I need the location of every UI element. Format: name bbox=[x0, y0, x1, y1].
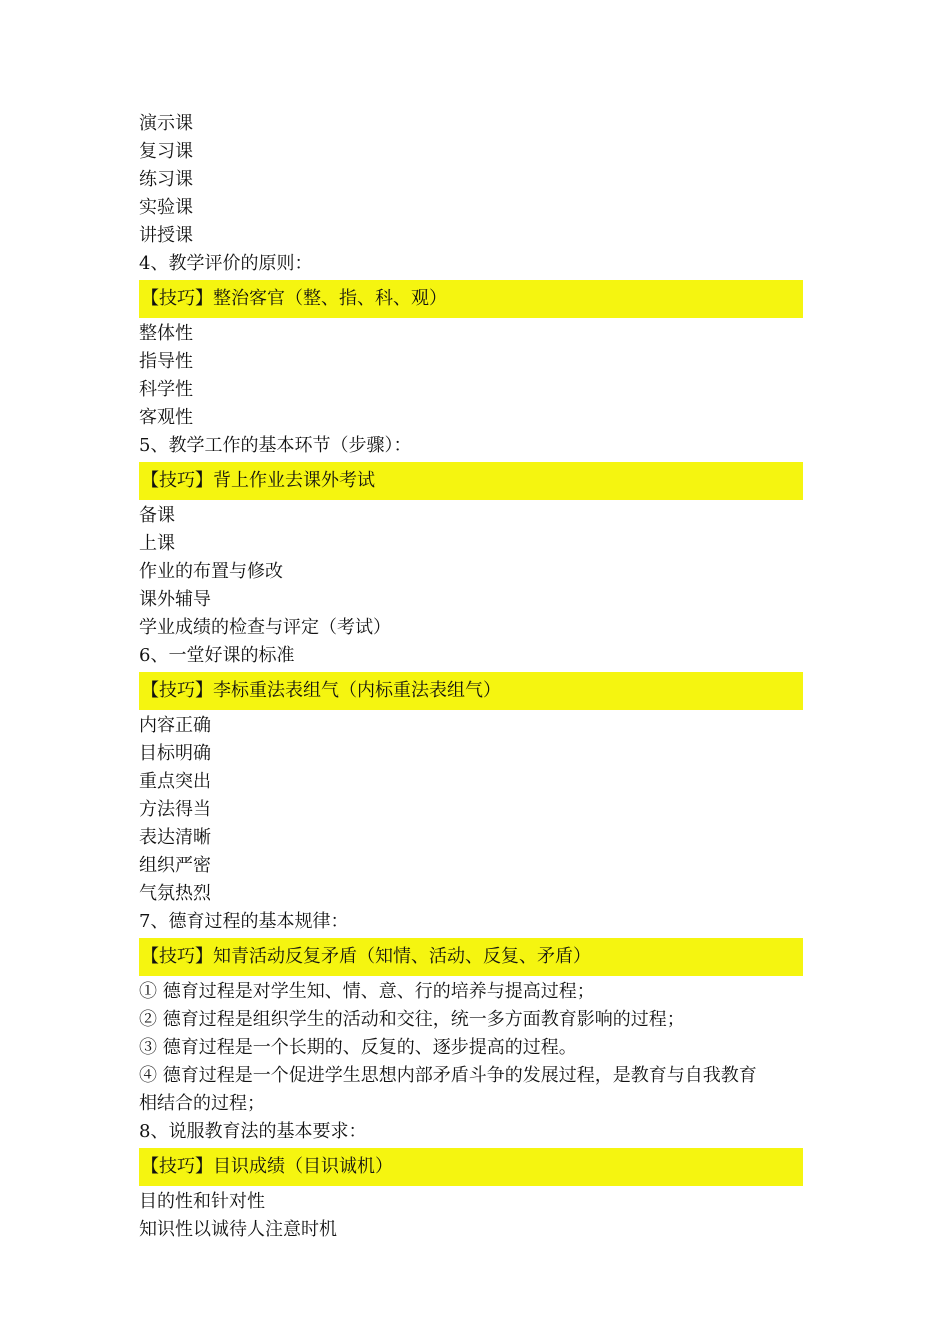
tip-highlight: 【技巧】知青活动反复矛盾（知情、活动、反复、矛盾） bbox=[139, 938, 803, 976]
list-item: ② 德育过程是组织学生的活动和交往，统一多方面教育影响的过程； bbox=[139, 1009, 685, 1030]
list-item: 气氛热烈 bbox=[139, 883, 211, 904]
list-item: 整体性 bbox=[139, 323, 193, 344]
list-item: 备课 bbox=[139, 505, 175, 526]
list-item: 作业的布置与修改 bbox=[139, 561, 283, 582]
list-item: ① 德育过程是对学生知、情、意、行的培养与提高过程； bbox=[139, 981, 595, 1002]
section-heading: 8、说服教育法的基本要求： bbox=[139, 1121, 367, 1142]
list-item: ④ 德育过程是一个促进学生思想内部矛盾斗争的发展过程，是教育与自我教育 bbox=[139, 1065, 757, 1086]
list-item: 上课 bbox=[139, 533, 175, 554]
tip-highlight: 【技巧】背上作业去课外考试 bbox=[139, 462, 803, 500]
list-item: 目标明确 bbox=[139, 743, 211, 764]
list-item: 课外辅导 bbox=[139, 589, 211, 610]
list-item: 实验课 bbox=[139, 197, 193, 218]
list-item: 学业成绩的检查与评定（考试） bbox=[139, 617, 391, 638]
list-item: ③ 德育过程是一个长期的、反复的、逐步提高的过程。 bbox=[139, 1037, 577, 1058]
list-item: 练习课 bbox=[139, 169, 193, 190]
list-item: 方法得当 bbox=[139, 799, 211, 820]
tip-highlight: 【技巧】李标重法表组气（内标重法表组气） bbox=[139, 672, 803, 710]
list-item: 目的性和针对性 bbox=[139, 1191, 265, 1212]
list-item: 知识性以诚待人注意时机 bbox=[139, 1219, 337, 1240]
list-item: 相结合的过程； bbox=[139, 1093, 265, 1114]
tip-highlight: 【技巧】整治客官（整、指、科、观） bbox=[139, 280, 803, 318]
document-body bbox=[139, 110, 803, 1244]
tip-highlight: 【技巧】目识成绩（目识诚机） bbox=[139, 1148, 803, 1186]
section-heading: 4、教学评价的原则： bbox=[139, 253, 313, 274]
list-item: 表达清晰 bbox=[139, 827, 211, 848]
section-heading: 5、教学工作的基本环节（步骤）： bbox=[139, 435, 412, 456]
list-item: 重点突出 bbox=[139, 771, 211, 792]
list-item: 讲授课 bbox=[139, 225, 193, 246]
list-item: 指导性 bbox=[139, 351, 193, 372]
list-item: 组织严密 bbox=[139, 855, 211, 876]
list-item: 演示课 bbox=[139, 113, 193, 134]
list-item: 客观性 bbox=[139, 407, 193, 428]
list-item: 科学性 bbox=[139, 379, 193, 400]
section-heading: 6、一堂好课的标准 bbox=[139, 645, 295, 666]
section-heading: 7、德育过程的基本规律： bbox=[139, 911, 349, 932]
list-item: 内容正确 bbox=[139, 715, 211, 736]
list-item: 复习课 bbox=[139, 141, 193, 162]
